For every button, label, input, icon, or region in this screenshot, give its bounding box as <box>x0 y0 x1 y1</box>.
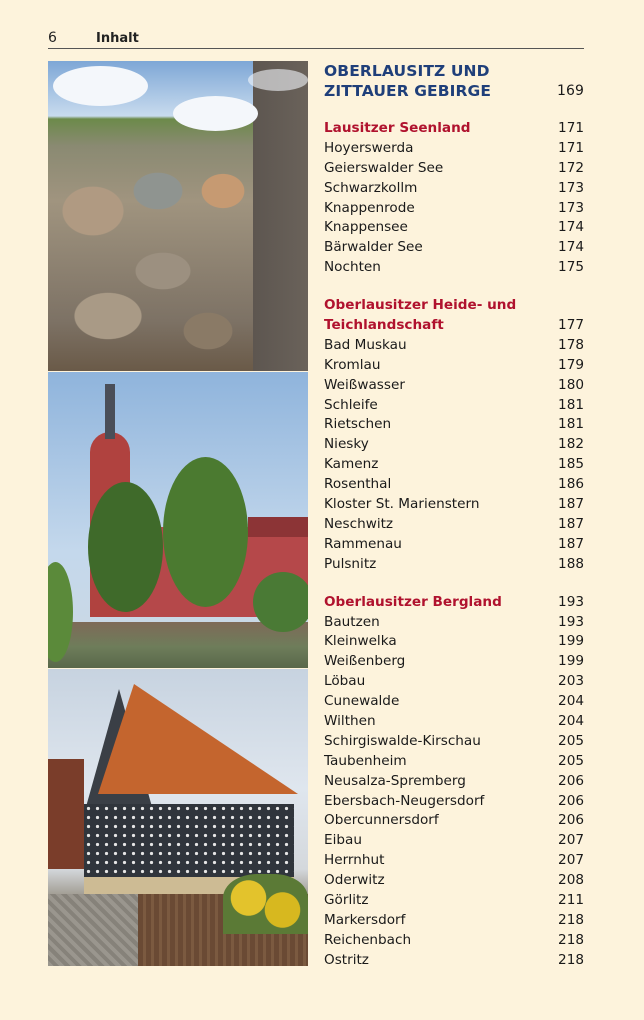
region-title-line-1: OBERLAUSITZ UND <box>324 62 490 80</box>
header-title: Inhalt <box>96 31 139 46</box>
toc-entry[interactable]: Oderwitz 208 <box>324 872 584 889</box>
toc-entry[interactable]: Görlitz 211 <box>324 891 584 908</box>
toc-entry[interactable]: Neusalza-Spremberg 206 <box>324 772 584 789</box>
toc-entry[interactable]: Herrnhut 207 <box>324 852 584 869</box>
toc-entry[interactable]: Neschwitz 187 <box>324 515 584 532</box>
toc-entry[interactable]: Schirgiswalde-Kirschau 205 <box>324 732 584 749</box>
section-heading[interactable]: Lausitzer Seenland 171 <box>324 120 584 136</box>
toc-entry[interactable]: Löbau 203 <box>324 673 584 690</box>
toc-entry[interactable]: Weißwasser 180 <box>324 376 584 393</box>
section-heide-teichlandschaft <box>324 296 584 574</box>
toc-entry[interactable]: Kloster St. Marienstern 187 <box>324 496 584 513</box>
region-page: 169 <box>556 83 584 99</box>
region-heading <box>324 61 584 101</box>
page-number: 6 <box>48 30 57 46</box>
toc-entry[interactable]: Hoyerswerda 171 <box>324 139 584 156</box>
photo-castle <box>48 372 308 668</box>
page-header <box>48 29 584 49</box>
toc-entry[interactable]: Eibau 207 <box>324 832 584 849</box>
section-lausitzer-seenland <box>324 119 584 278</box>
table-of-contents <box>324 61 584 971</box>
toc-entry[interactable]: Markersdorf 218 <box>324 911 584 928</box>
toc-entry[interactable]: Rietschen 181 <box>324 416 584 433</box>
toc-entry[interactable]: Rosenthal 186 <box>324 476 584 493</box>
photo-column <box>48 61 308 966</box>
toc-entry[interactable]: Bautzen 193 <box>324 613 584 630</box>
toc-entry[interactable]: Weißenberg 199 <box>324 653 584 670</box>
toc-entry[interactable]: Nochten 175 <box>324 259 584 276</box>
toc-entry[interactable]: Schleife 181 <box>324 396 584 413</box>
toc-entry[interactable]: Kamenz 185 <box>324 456 584 473</box>
toc-entry[interactable]: Ostritz 218 <box>324 951 584 968</box>
section-heading[interactable]: Oberlausitzer Bergland 193 <box>324 593 584 610</box>
section-oberlausitzer-bergland <box>324 593 584 971</box>
toc-entry[interactable]: Reichenbach 218 <box>324 931 584 948</box>
toc-entry[interactable]: Pulsnitz 188 <box>324 555 584 572</box>
toc-entry[interactable]: Knappensee 174 <box>324 219 584 236</box>
toc-entry[interactable]: Obercunnersdorf 206 <box>324 812 584 829</box>
toc-entry[interactable]: Kleinwelka 199 <box>324 633 584 650</box>
section-heading[interactable]: Oberlausitzer Heide- und Teichlandschaft 177 <box>324 297 584 334</box>
toc-entry[interactable]: Geierswalder See 172 <box>324 159 584 176</box>
toc-entry[interactable]: Rammenau 187 <box>324 535 584 552</box>
toc-entry[interactable]: Ebersbach-Neugersdorf 206 <box>324 792 584 809</box>
toc-entry[interactable]: Bad Muskau 178 <box>324 336 584 353</box>
toc-entry[interactable]: Niesky 182 <box>324 436 584 453</box>
toc-entry[interactable]: Knappenrode 173 <box>324 199 584 216</box>
toc-entry[interactable]: Bärwalder See 174 <box>324 239 584 256</box>
toc-entry[interactable]: Kromlau 179 <box>324 356 584 373</box>
photo-boulder-waterfall <box>48 61 308 371</box>
toc-entry[interactable]: Schwarzkollm 173 <box>324 179 584 196</box>
toc-entry[interactable]: Cunewalde 204 <box>324 693 584 710</box>
toc-entry[interactable]: Wilthen 204 <box>324 712 584 729</box>
region-title-line-2: ZITTAUER GEBIRGE <box>324 82 492 100</box>
toc-entry[interactable]: Taubenheim 205 <box>324 752 584 769</box>
photo-timbered-house <box>48 669 308 966</box>
